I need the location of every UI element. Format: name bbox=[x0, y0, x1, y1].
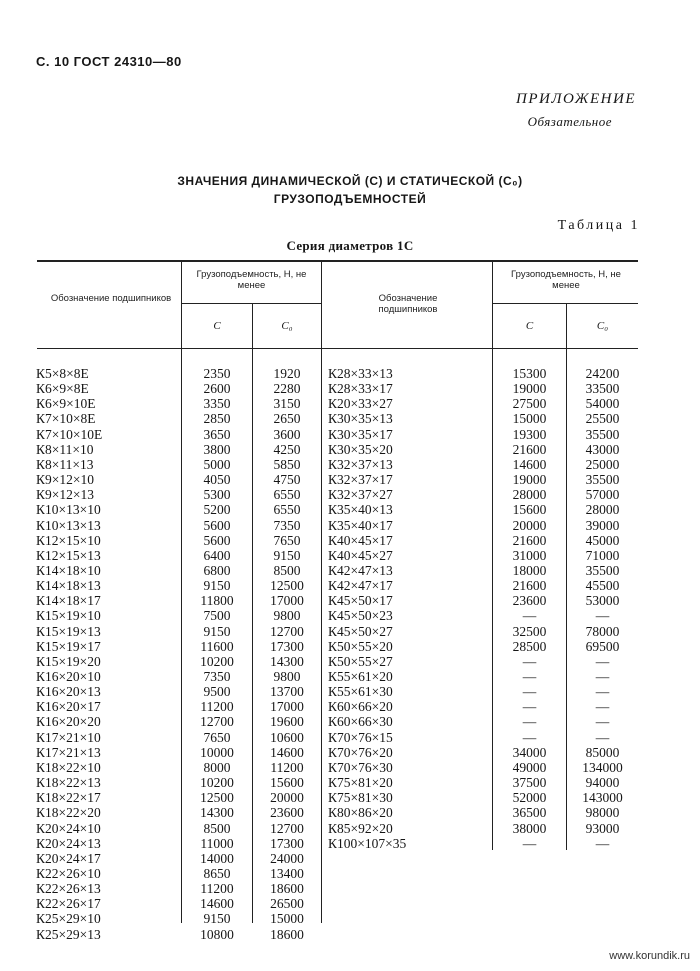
appendix-subtitle: Обязательное bbox=[527, 114, 612, 129]
c-dynamic-cell: 9150 bbox=[203, 623, 231, 639]
c-static-cell: 15000 bbox=[270, 911, 304, 927]
c-dynamic-cell: 15300 bbox=[512, 366, 547, 381]
designation-header-right: Обозначение подшипников bbox=[378, 293, 438, 315]
c-dynamic-cell: 3650 bbox=[203, 426, 231, 442]
c-static-cell: 25000 bbox=[585, 456, 620, 472]
c-static-cell: 2650 bbox=[273, 411, 301, 427]
designation-cell: К75×81×20 bbox=[328, 775, 393, 791]
designation-cell: К28×33×13 bbox=[328, 366, 393, 381]
c-dynamic-cell: 11000 bbox=[200, 835, 234, 851]
c-static-cell: 9800 bbox=[273, 669, 301, 684]
c-dynamic-cell: 14600 bbox=[200, 896, 234, 912]
c-dynamic-cell: 36500 bbox=[512, 805, 547, 821]
capacity-header-left: Грузоподъемность, Н, не менее bbox=[196, 269, 307, 291]
c-dynamic-cell: 31000 bbox=[512, 547, 547, 563]
c-static-cell: 11200 bbox=[270, 759, 304, 775]
c-static-cell: 85000 bbox=[585, 744, 620, 760]
c-static-cell: 13400 bbox=[270, 865, 304, 881]
table-label: Таблица 1 bbox=[557, 218, 640, 233]
c-static-cell: 12700 bbox=[270, 820, 304, 836]
designation-cell: К15×19×10 bbox=[36, 608, 101, 624]
c-dynamic-cell: 21600 bbox=[512, 532, 547, 548]
c-dynamic-cell: 3800 bbox=[203, 441, 231, 457]
c-dynamic-cell: 7500 bbox=[203, 608, 231, 624]
designation-cell: К18×22×13 bbox=[36, 775, 101, 791]
c-static-cell: — bbox=[595, 714, 610, 730]
c-dynamic-cell: 6400 bbox=[203, 547, 231, 563]
designation-cell: К10×13×13 bbox=[36, 517, 101, 533]
c-static-cell: 1920 bbox=[273, 366, 301, 381]
c-static-cell: — bbox=[595, 608, 610, 624]
c-dynamic-cell: 10000 bbox=[200, 744, 234, 760]
designation-cell: К60×66×20 bbox=[328, 699, 393, 715]
c-static-cell: 134000 bbox=[582, 759, 623, 775]
c-static-cell: 17300 bbox=[270, 835, 304, 851]
c-dynamic-cell: — bbox=[522, 684, 537, 700]
c-static-cell: 78000 bbox=[585, 623, 620, 639]
c-static-cell: 2280 bbox=[273, 381, 301, 397]
c-dynamic-cell: 2350 bbox=[203, 366, 231, 381]
c-dynamic-cell: 27500 bbox=[512, 396, 547, 412]
designation-cell: К15×19×20 bbox=[36, 653, 101, 669]
c-dynamic-cell: 12500 bbox=[200, 790, 234, 806]
designation-cell: К20×24×13 bbox=[36, 835, 101, 851]
c-static-cell: 45000 bbox=[585, 532, 620, 548]
c-dynamic-cell: 37500 bbox=[512, 775, 547, 791]
designation-cell: К30×35×20 bbox=[328, 441, 393, 457]
page-header: С. 10 ГОСТ 24310—80 bbox=[36, 54, 182, 69]
designation-cell: К35×40×17 bbox=[328, 517, 393, 533]
c-static-cell: 57000 bbox=[585, 487, 620, 503]
designation-cell: К7×10×8Е bbox=[36, 411, 96, 427]
c-dynamic-cell: 23600 bbox=[512, 593, 547, 609]
c-dynamic-cell: 3350 bbox=[203, 396, 231, 412]
c-dynamic-cell: 7350 bbox=[203, 669, 231, 684]
c-static-cell: 35500 bbox=[585, 472, 620, 488]
c-static-cell: — bbox=[595, 835, 610, 851]
c-static-cell: — bbox=[595, 699, 610, 715]
designation-cell: К16×20×13 bbox=[36, 684, 101, 700]
c-static-cell: 4250 bbox=[273, 441, 301, 457]
c-static-cell: 20000 bbox=[270, 790, 304, 806]
designation-cell: К100×107×35 bbox=[328, 835, 407, 851]
c-dynamic-cell: 10200 bbox=[200, 653, 234, 669]
designation-cell: К12×15×10 bbox=[36, 532, 101, 548]
c-static-cell: 24200 bbox=[585, 366, 620, 381]
c-dynamic-cell: 28500 bbox=[512, 638, 547, 654]
c-dynamic-cell: 52000 bbox=[512, 790, 547, 806]
c-static-cell: 69500 bbox=[585, 638, 620, 654]
designation-cell: К70×76×30 bbox=[328, 759, 393, 775]
designation-cell: К32×37×27 bbox=[328, 487, 393, 503]
document-title-line-2: ГРУЗОПОДЪЕМНОСТЕЙ bbox=[273, 192, 427, 206]
c-dynamic-cell: 32500 bbox=[512, 623, 547, 639]
c-dynamic-cell: 14600 bbox=[512, 456, 547, 472]
designation-cell: К40×45×27 bbox=[328, 547, 393, 563]
designation-cell: К12×15×13 bbox=[36, 547, 101, 563]
designation-cell: К32×37×13 bbox=[328, 456, 393, 472]
c-static-cell: 54000 bbox=[585, 396, 620, 412]
c-dynamic-cell: — bbox=[522, 835, 537, 851]
c-dynamic-cell: — bbox=[522, 608, 537, 624]
designation-cell: К60×66×30 bbox=[328, 714, 393, 730]
c-dynamic-cell: 2600 bbox=[203, 381, 231, 397]
watermark: www.korundik.ru bbox=[609, 950, 690, 962]
designation-cell: К50×55×20 bbox=[328, 638, 393, 654]
c-static-cell: 8500 bbox=[273, 562, 301, 578]
c-static-cell: 24000 bbox=[270, 850, 304, 866]
designation-cell: К50×55×27 bbox=[328, 653, 393, 669]
designation-cell: К42×47×17 bbox=[328, 578, 393, 594]
designation-cell: К10×13×10 bbox=[36, 502, 101, 518]
designation-cell: К17×21×13 bbox=[36, 744, 101, 760]
c-static-cell: 3600 bbox=[273, 426, 301, 442]
c-static-cell: 6550 bbox=[273, 502, 301, 518]
designation-cell: К9×12×10 bbox=[36, 472, 94, 488]
c-static-header-right: C₀ bbox=[596, 320, 609, 332]
c-dynamic-cell: 19000 bbox=[512, 381, 547, 397]
column-divider bbox=[321, 260, 322, 923]
designation-cell: К45×50×17 bbox=[328, 593, 393, 609]
c-static-cell: 23600 bbox=[270, 805, 304, 821]
series-title: Серия диаметров 1С bbox=[286, 238, 414, 253]
c-static-cell: 14600 bbox=[270, 744, 304, 760]
table-top-border bbox=[37, 260, 638, 262]
c-static-cell: 43000 bbox=[585, 441, 620, 457]
c-dynamic-cell: 15600 bbox=[512, 502, 547, 518]
designation-cell: К80×86×20 bbox=[328, 805, 393, 821]
designation-cell: К14×18×10 bbox=[36, 562, 101, 578]
designation-cell: К16×20×20 bbox=[36, 714, 101, 730]
designation-cell: К15×19×13 bbox=[36, 623, 101, 639]
c-dynamic-cell: 9500 bbox=[203, 684, 231, 700]
c-static-cell: 33500 bbox=[585, 381, 620, 397]
c-static-cell: 18600 bbox=[270, 926, 304, 942]
c-dynamic-header-right: C bbox=[525, 320, 534, 332]
c-static-cell: — bbox=[595, 684, 610, 700]
capacity-header-right: Грузоподъемность, Н, не менее bbox=[511, 269, 621, 291]
c-static-cell: 9800 bbox=[273, 608, 301, 624]
designation-cell: К85×92×20 bbox=[328, 820, 393, 836]
designation-cell: К6×9×10Е bbox=[36, 396, 96, 412]
designation-cell: К5×8×8Е bbox=[36, 366, 89, 381]
c-static-cell: 4750 bbox=[273, 472, 301, 488]
designation-cell: К45×50×27 bbox=[328, 623, 393, 639]
designation-cell: К30×35×13 bbox=[328, 411, 393, 427]
c-dynamic-cell: 5000 bbox=[203, 456, 231, 472]
c-dynamic-cell: 20000 bbox=[512, 517, 547, 533]
c-static-cell: 98000 bbox=[585, 805, 620, 821]
c-static-cell: 9150 bbox=[273, 547, 301, 563]
c-dynamic-cell: 7650 bbox=[203, 729, 231, 745]
designation-header-left: Обозначение подшипников bbox=[50, 293, 172, 304]
c-dynamic-cell: — bbox=[522, 653, 537, 669]
c-static-cell: 39000 bbox=[585, 517, 620, 533]
c-dynamic-cell: 8500 bbox=[203, 820, 231, 836]
c-dynamic-cell: 5600 bbox=[203, 517, 231, 533]
designation-cell: К15×19×17 bbox=[36, 638, 101, 654]
designation-cell: К55×61×20 bbox=[328, 669, 393, 684]
c-static-cell: 12500 bbox=[270, 578, 304, 594]
c-static-cell: — bbox=[595, 653, 610, 669]
c-static-cell: 19600 bbox=[270, 714, 304, 730]
c-static-cell: 71000 bbox=[585, 547, 620, 563]
designation-cell: К7×10×10Е bbox=[36, 426, 103, 442]
designation-cell: К25×29×13 bbox=[36, 926, 101, 942]
c-dynamic-cell: 8000 bbox=[203, 759, 231, 775]
designation-cell: К20×33×27 bbox=[328, 396, 393, 412]
c-dynamic-cell: 21600 bbox=[512, 578, 547, 594]
designation-cell: К42×47×13 bbox=[328, 562, 393, 578]
c-static-cell: 13700 bbox=[270, 684, 304, 700]
c-dynamic-cell: 49000 bbox=[512, 759, 547, 775]
designation-cell: К18×22×20 bbox=[36, 805, 101, 821]
c-static-cell: 25500 bbox=[585, 411, 620, 427]
document-title-line-1: ЗНАЧЕНИЯ ДИНАМИЧЕСКОЙ (C) И СТАТИЧЕСКОЙ (C₀) bbox=[177, 174, 523, 188]
c-static-cell: 35500 bbox=[585, 426, 620, 442]
appendix-title: ПРИЛОЖЕНИЕ bbox=[516, 91, 636, 107]
c-static-cell: 18600 bbox=[270, 881, 304, 897]
c-static-cell: 17300 bbox=[270, 638, 304, 654]
c-static-cell: 17000 bbox=[270, 699, 304, 715]
c-dynamic-cell: 5300 bbox=[203, 487, 231, 503]
c-dynamic-cell: 10800 bbox=[200, 926, 234, 942]
c-static-cell: 7350 bbox=[273, 517, 301, 533]
designation-cell: К8×11×10 bbox=[36, 441, 94, 457]
c-static-header-left: C₀ bbox=[281, 320, 293, 332]
designation-cell: К45×50×23 bbox=[328, 608, 393, 624]
c-dynamic-header-left: C bbox=[213, 320, 221, 332]
c-dynamic-cell: 18000 bbox=[512, 562, 547, 578]
c-dynamic-cell: 8650 bbox=[203, 865, 231, 881]
c-dynamic-cell: 28000 bbox=[512, 487, 547, 503]
c-dynamic-cell: 11200 bbox=[200, 699, 234, 715]
designation-cell: К22×26×13 bbox=[36, 881, 101, 897]
c-static-cell: 5850 bbox=[273, 456, 301, 472]
c-dynamic-cell: 19000 bbox=[512, 472, 547, 488]
c-static-cell: 45500 bbox=[585, 578, 620, 594]
designation-cell: К8×11×13 bbox=[36, 456, 94, 472]
designation-cell: К14×18×17 bbox=[36, 593, 101, 609]
c-dynamic-cell: — bbox=[522, 669, 537, 684]
c-dynamic-cell: 9150 bbox=[203, 911, 231, 927]
designation-cell: К20×24×17 bbox=[36, 850, 101, 866]
c-static-cell: 143000 bbox=[582, 790, 623, 806]
c-dynamic-cell: 11200 bbox=[200, 881, 234, 897]
designation-cell: К70×76×20 bbox=[328, 744, 393, 760]
c-dynamic-cell: — bbox=[522, 699, 537, 715]
designation-cell: К28×33×17 bbox=[328, 381, 393, 397]
designation-cell: К18×22×17 bbox=[36, 790, 101, 806]
c-static-cell: 28000 bbox=[585, 502, 620, 518]
designation-cell: К30×35×17 bbox=[328, 426, 393, 442]
c-static-cell: 15600 bbox=[270, 775, 304, 791]
c-static-cell: 12700 bbox=[270, 623, 304, 639]
c-dynamic-cell: 5200 bbox=[203, 502, 231, 518]
c-static-cell: 10600 bbox=[270, 729, 304, 745]
c-dynamic-cell: 6800 bbox=[203, 562, 231, 578]
c-dynamic-cell: — bbox=[522, 729, 537, 745]
c-static-cell: 7650 bbox=[273, 532, 301, 548]
designation-cell: К9×12×13 bbox=[36, 487, 94, 503]
c-dynamic-cell: — bbox=[522, 714, 537, 730]
designation-cell: К22×26×10 bbox=[36, 865, 101, 881]
c-static-cell: 6550 bbox=[273, 487, 301, 503]
c-static-cell: 14300 bbox=[270, 653, 304, 669]
c-dynamic-cell: 21600 bbox=[512, 441, 547, 457]
c-dynamic-cell: 11600 bbox=[200, 638, 234, 654]
designation-cell: К75×81×30 bbox=[328, 790, 393, 806]
header-bottom-border bbox=[37, 348, 638, 349]
c-dynamic-cell: 14300 bbox=[200, 805, 234, 821]
c-static-cell: 26500 bbox=[270, 896, 304, 912]
c-dynamic-cell: 14000 bbox=[200, 850, 234, 866]
designation-cell: К32×37×17 bbox=[328, 472, 393, 488]
c-static-cell: 17000 bbox=[270, 593, 304, 609]
designation-cell: К55×61×30 bbox=[328, 684, 393, 700]
c-dynamic-cell: 15000 bbox=[512, 411, 547, 427]
designation-cell: К16×20×10 bbox=[36, 669, 101, 684]
c-static-cell: 93000 bbox=[585, 820, 620, 836]
c-dynamic-cell: 34000 bbox=[512, 744, 547, 760]
designation-cell: К17×21×10 bbox=[36, 729, 101, 745]
c-static-cell: 53000 bbox=[585, 593, 620, 609]
c-static-cell: 35500 bbox=[585, 562, 620, 578]
designation-cell: К6×9×8Е bbox=[36, 381, 89, 397]
c-dynamic-cell: 4050 bbox=[203, 472, 231, 488]
capacity-header-divider-right bbox=[492, 303, 638, 304]
designation-cell: К40×45×17 bbox=[328, 532, 393, 548]
designation-cell: К20×24×10 bbox=[36, 820, 101, 836]
c-dynamic-cell: 12700 bbox=[200, 714, 234, 730]
c-dynamic-cell: 19300 bbox=[512, 426, 547, 442]
c-dynamic-cell: 2850 bbox=[203, 411, 231, 427]
designation-cell: К14×18×13 bbox=[36, 578, 101, 594]
c-dynamic-cell: 11800 bbox=[200, 593, 234, 609]
c-static-cell: — bbox=[595, 669, 610, 684]
c-static-cell: — bbox=[595, 729, 610, 745]
c-dynamic-cell: 10200 bbox=[200, 775, 234, 791]
designation-cell: К25×29×10 bbox=[36, 911, 101, 927]
c-dynamic-cell: 38000 bbox=[512, 820, 547, 836]
c-dynamic-cell: 5600 bbox=[203, 532, 231, 548]
designation-cell: К16×20×17 bbox=[36, 699, 101, 715]
c-static-cell: 94000 bbox=[585, 775, 620, 791]
designation-cell: К18×22×10 bbox=[36, 759, 101, 775]
c-dynamic-cell: 9150 bbox=[203, 578, 231, 594]
designation-cell: К35×40×13 bbox=[328, 502, 393, 518]
designation-cell: К70×76×15 bbox=[328, 729, 393, 745]
c-static-cell: 3150 bbox=[273, 396, 301, 412]
designation-cell: К22×26×17 bbox=[36, 896, 101, 912]
